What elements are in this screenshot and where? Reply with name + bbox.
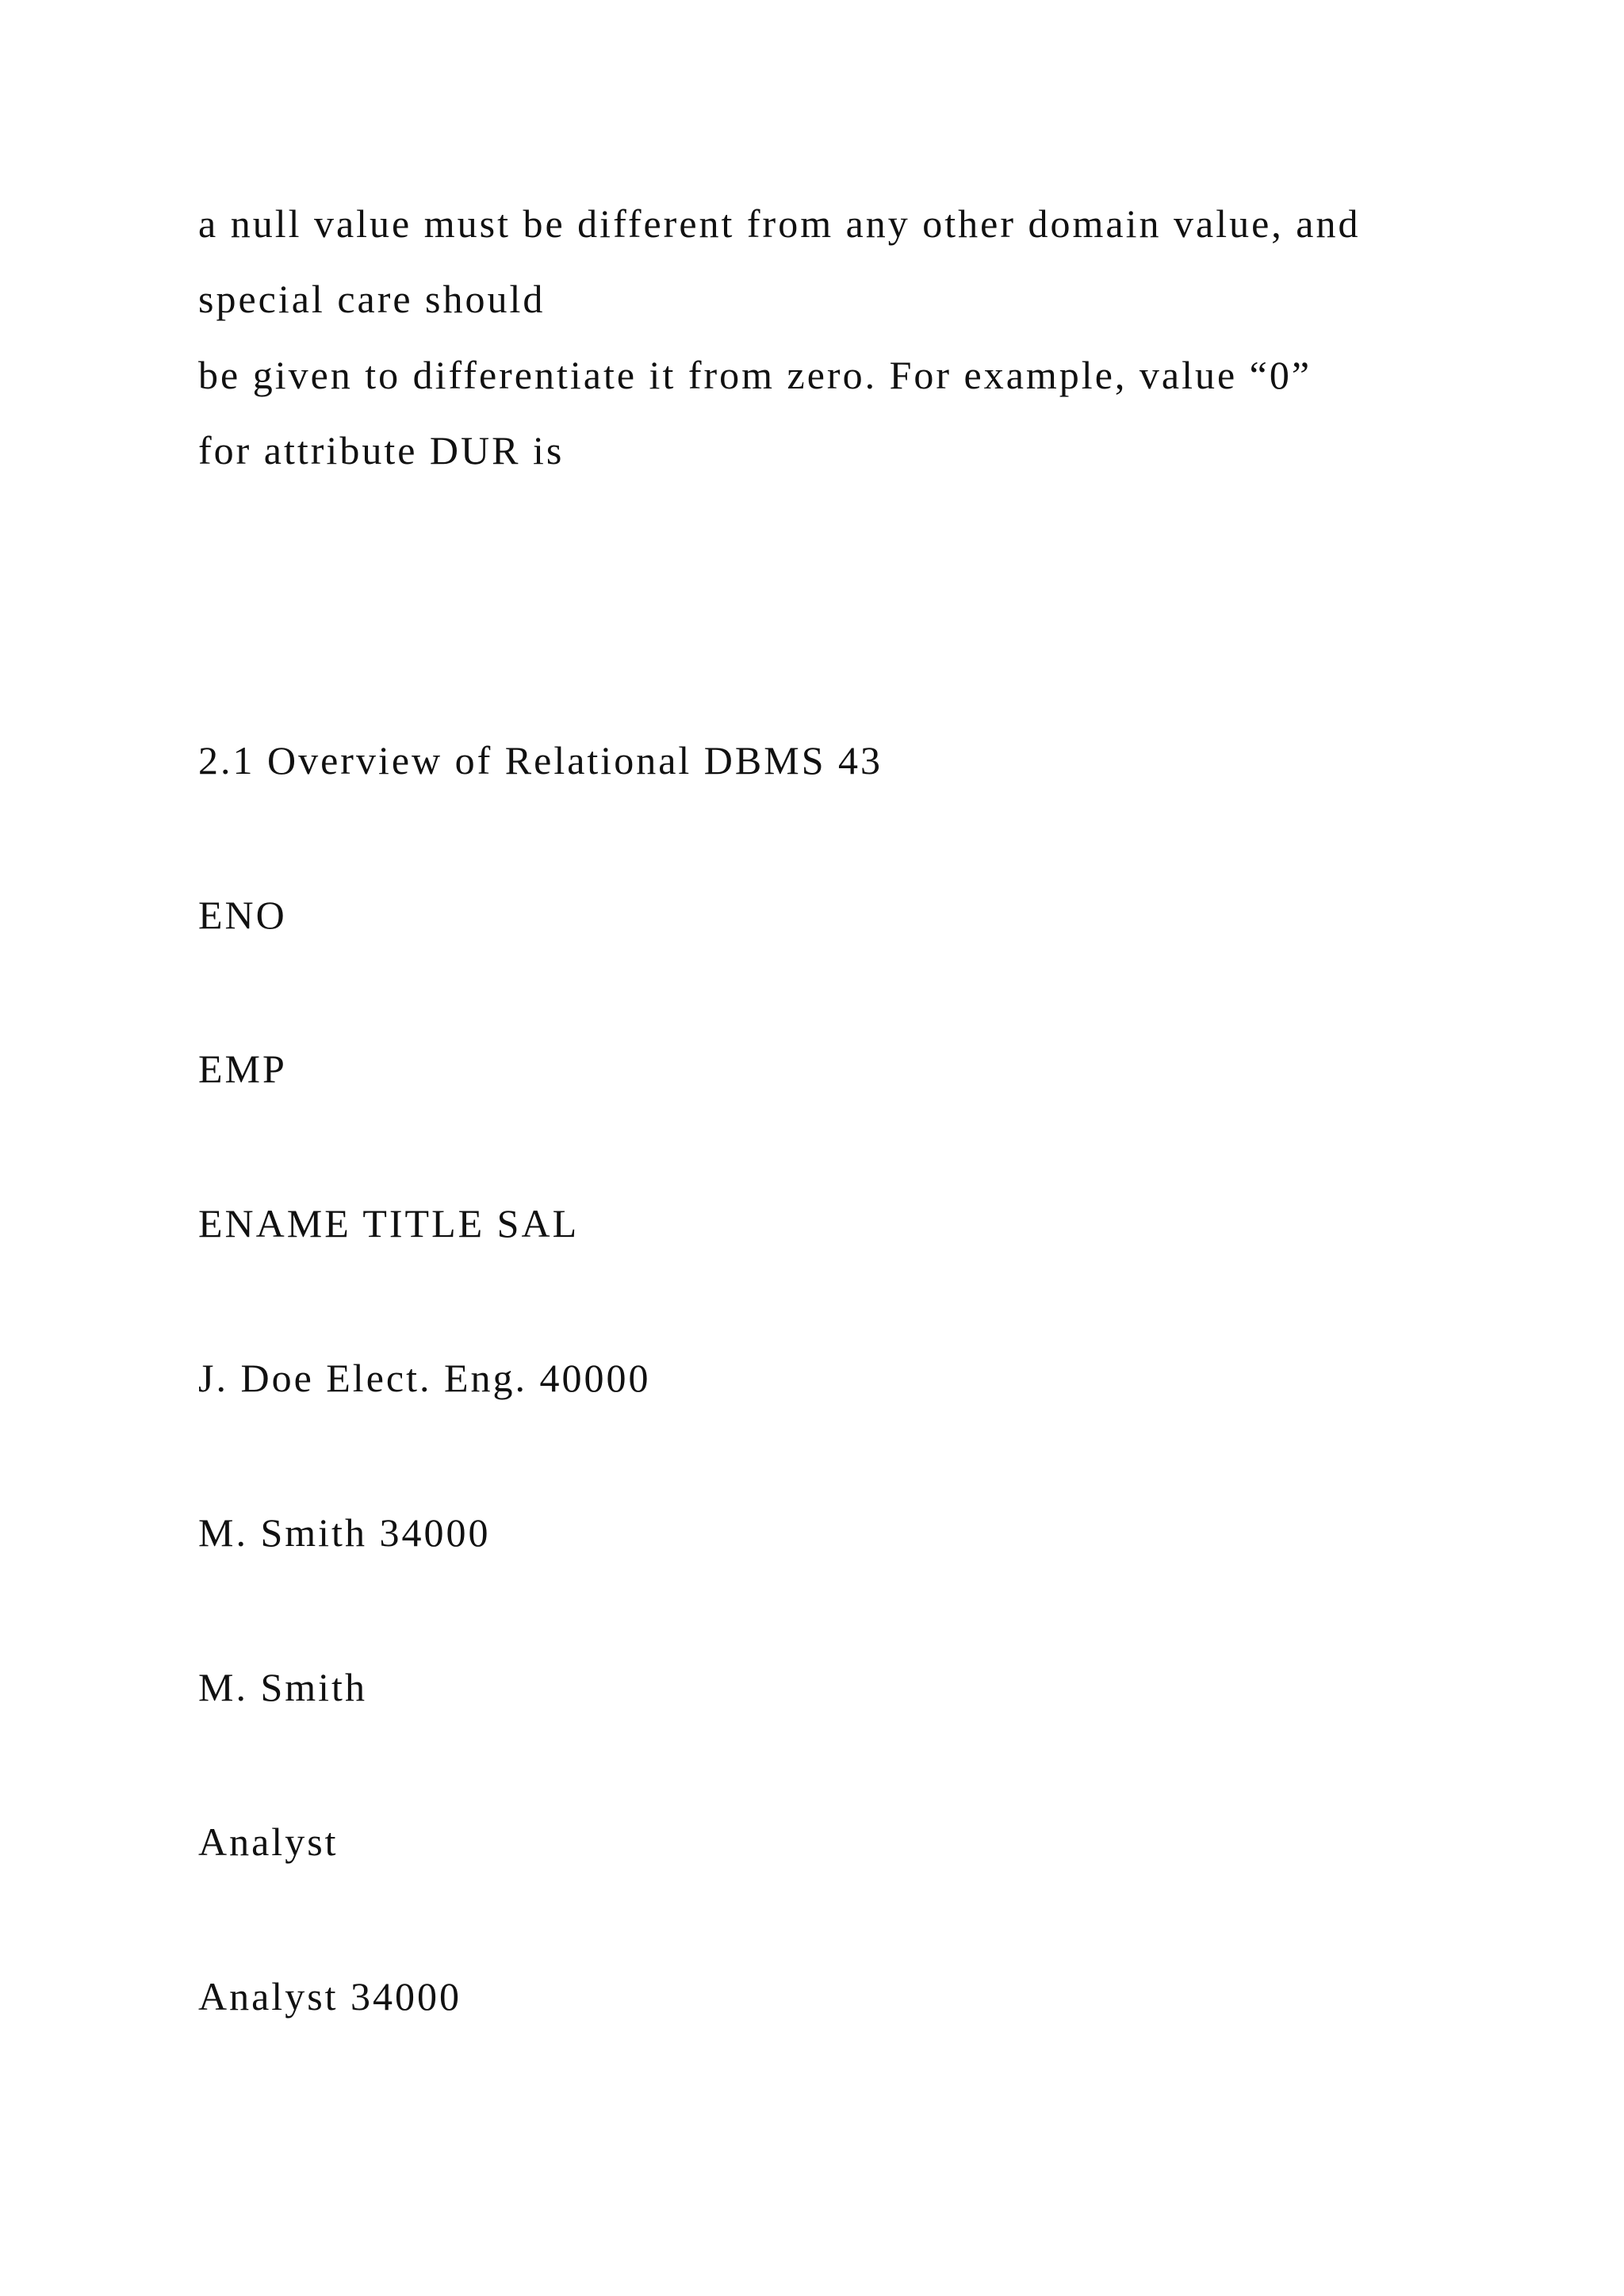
running-header: 2.1 Overview of Relational DBMS 43 [198, 738, 883, 783]
paragraph-line: be given to differentiate it from zero. For example, value “0” [198, 353, 1312, 397]
figure-text-line: M. Smith [198, 1665, 367, 1709]
paragraph-line: for attribute DUR is [198, 428, 565, 473]
paragraph-line: a null value must be different from any other domain value, and [198, 201, 1361, 246]
figure-text-line: ENO [198, 893, 287, 937]
figure-text-line: J. Doe Elect. Eng. 40000 [198, 1356, 651, 1400]
figure-text-line: ENAME TITLE SAL [198, 1201, 580, 1246]
figure-text-line: M. Smith 34000 [198, 1510, 491, 1555]
figure-text-line: EMP [198, 1047, 287, 1091]
paragraph-line: special care should [198, 277, 546, 321]
figure-text-line: Analyst [198, 1820, 339, 1864]
figure-text-line: Analyst 34000 [198, 1974, 462, 2019]
